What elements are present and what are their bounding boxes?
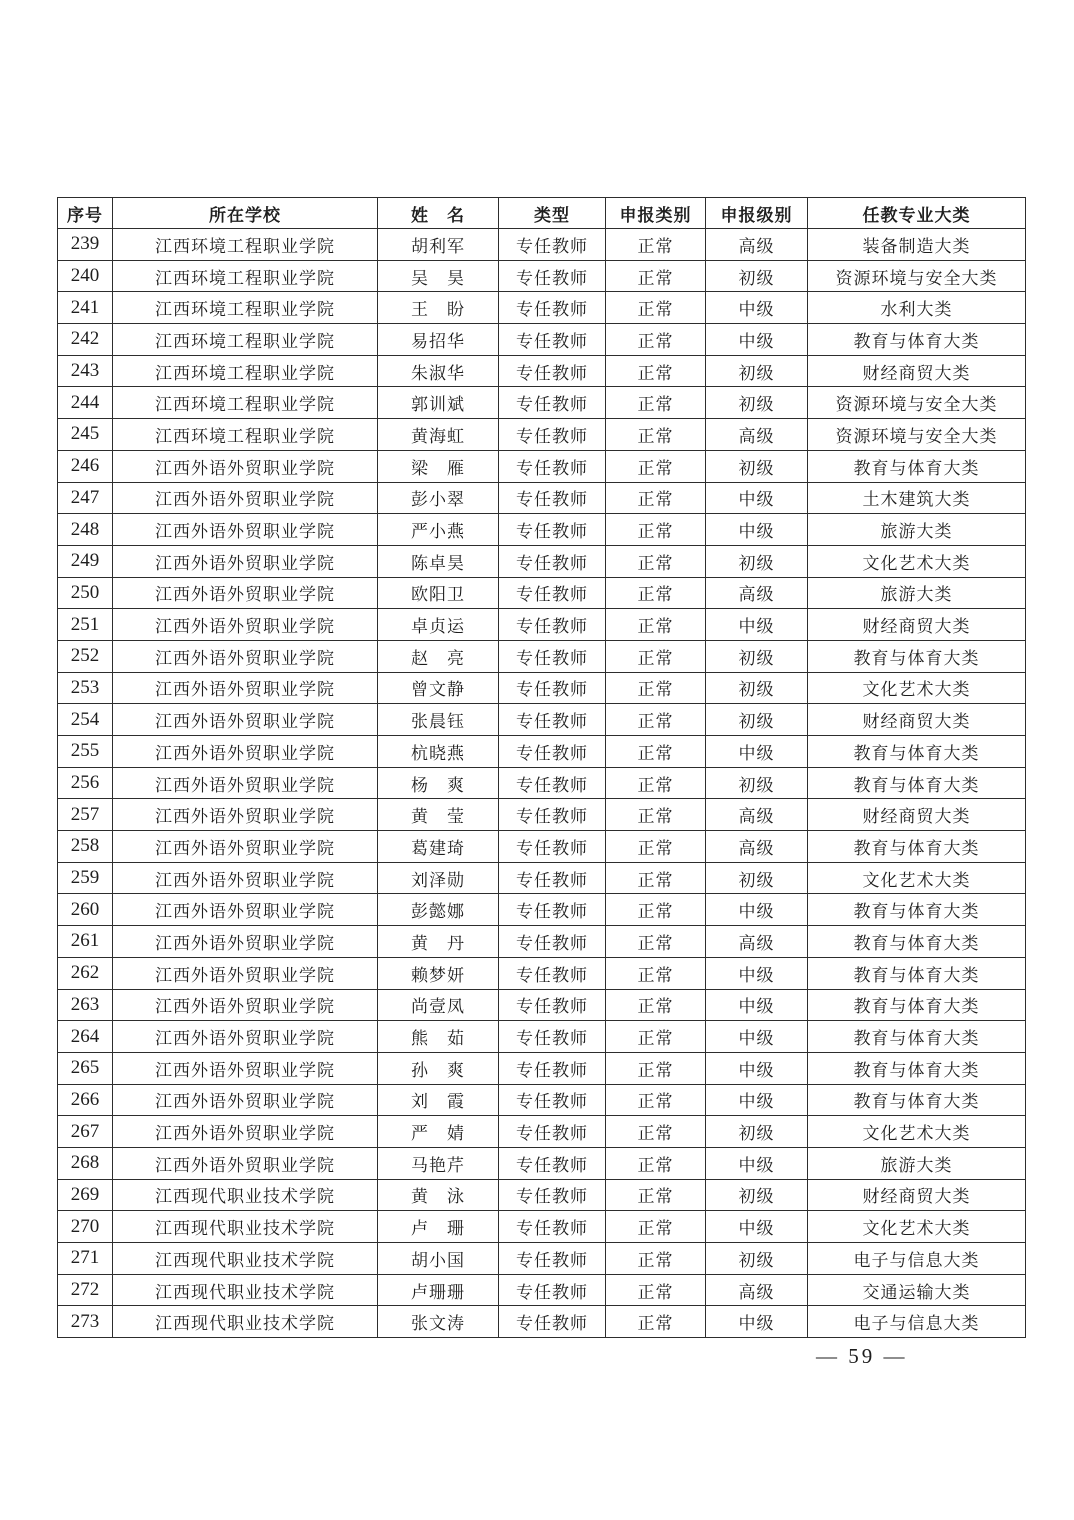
cell-name: 卢 珊	[378, 1211, 499, 1243]
cell-declare_level: 中级	[706, 1021, 808, 1053]
cell-type: 专任教师	[499, 1116, 606, 1148]
cell-index: 266	[58, 1084, 113, 1116]
cell-type: 专任教师	[499, 419, 606, 451]
cell-declare_level: 初级	[706, 355, 808, 387]
cell-index: 252	[58, 640, 113, 672]
cell-type: 专任教师	[499, 387, 606, 419]
cell-school: 江西现代职业技术学院	[113, 1179, 378, 1211]
cell-major_category: 水利大类	[808, 292, 1026, 324]
cell-school: 江西外语外贸职业学院	[113, 799, 378, 831]
cell-index: 241	[58, 292, 113, 324]
cell-name: 黄 丹	[378, 926, 499, 958]
table-row	[58, 355, 1026, 387]
cell-school: 江西外语外贸职业学院	[113, 1021, 378, 1053]
cell-type: 专任教师	[499, 799, 606, 831]
cell-school: 江西环境工程职业学院	[113, 355, 378, 387]
cell-declare_category: 正常	[606, 545, 706, 577]
cell-index: 260	[58, 894, 113, 926]
cell-declare_level: 中级	[706, 957, 808, 989]
cell-index: 270	[58, 1211, 113, 1243]
table-row	[58, 672, 1026, 704]
table-row	[58, 292, 1026, 324]
cell-name: 黄 泳	[378, 1179, 499, 1211]
cell-declare_category: 正常	[606, 482, 706, 514]
cell-major_category: 土木建筑大类	[808, 482, 1026, 514]
table-row	[58, 1021, 1026, 1053]
table-row	[58, 514, 1026, 546]
cell-index: 265	[58, 1052, 113, 1084]
table-row	[58, 894, 1026, 926]
table-row	[58, 736, 1026, 768]
table-row	[58, 577, 1026, 609]
cell-name: 吴 昊	[378, 260, 499, 292]
cell-declare_level: 中级	[706, 1306, 808, 1338]
table-row	[58, 229, 1026, 261]
cell-declare_level: 初级	[706, 704, 808, 736]
cell-index: 258	[58, 831, 113, 863]
cell-school: 江西现代职业技术学院	[113, 1211, 378, 1243]
cell-school: 江西现代职业技术学院	[113, 1243, 378, 1275]
cell-index: 269	[58, 1179, 113, 1211]
cell-declare_level: 初级	[706, 450, 808, 482]
cell-declare_category: 正常	[606, 1052, 706, 1084]
cell-declare_category: 正常	[606, 862, 706, 894]
cell-declare_level: 中级	[706, 1211, 808, 1243]
cell-type: 专任教师	[499, 450, 606, 482]
cell-school: 江西环境工程职业学院	[113, 229, 378, 261]
cell-name: 严小燕	[378, 514, 499, 546]
cell-declare_category: 正常	[606, 1116, 706, 1148]
table-row	[58, 1211, 1026, 1243]
cell-school: 江西外语外贸职业学院	[113, 577, 378, 609]
cell-type: 专任教师	[499, 229, 606, 261]
cell-school: 江西外语外贸职业学院	[113, 672, 378, 704]
cell-index: 246	[58, 450, 113, 482]
cell-school: 江西外语外贸职业学院	[113, 894, 378, 926]
cell-index: 242	[58, 324, 113, 356]
table-row	[58, 1116, 1026, 1148]
cell-major_category: 教育与体育大类	[808, 926, 1026, 958]
header-declare-category: 申报类别	[606, 198, 706, 229]
cell-name: 郭训斌	[378, 387, 499, 419]
cell-declare_level: 中级	[706, 1147, 808, 1179]
cell-declare_category: 正常	[606, 704, 706, 736]
cell-type: 专任教师	[499, 1274, 606, 1306]
cell-declare_level: 中级	[706, 1084, 808, 1116]
table-row	[58, 545, 1026, 577]
header-major-category: 任教专业大类	[808, 198, 1026, 229]
cell-major_category: 教育与体育大类	[808, 957, 1026, 989]
cell-type: 专任教师	[499, 767, 606, 799]
cell-school: 江西环境工程职业学院	[113, 387, 378, 419]
cell-major_category: 资源环境与安全大类	[808, 387, 1026, 419]
cell-major_category: 装备制造大类	[808, 229, 1026, 261]
cell-index: 261	[58, 926, 113, 958]
cell-major_category: 教育与体育大类	[808, 736, 1026, 768]
cell-name: 梁 雁	[378, 450, 499, 482]
cell-major_category: 电子与信息大类	[808, 1243, 1026, 1275]
cell-type: 专任教师	[499, 831, 606, 863]
cell-school: 江西外语外贸职业学院	[113, 640, 378, 672]
cell-declare_level: 高级	[706, 799, 808, 831]
cell-declare_category: 正常	[606, 767, 706, 799]
cell-name: 赖梦妍	[378, 957, 499, 989]
header-index: 序号	[58, 198, 113, 229]
table-row	[58, 957, 1026, 989]
table-row	[58, 260, 1026, 292]
cell-declare_level: 中级	[706, 989, 808, 1021]
cell-name: 严 婧	[378, 1116, 499, 1148]
cell-declare_category: 正常	[606, 1084, 706, 1116]
cell-major_category: 文化艺术大类	[808, 862, 1026, 894]
cell-major_category: 教育与体育大类	[808, 767, 1026, 799]
cell-index: 245	[58, 419, 113, 451]
cell-index: 250	[58, 577, 113, 609]
cell-name: 欧阳卫	[378, 577, 499, 609]
cell-school: 江西外语外贸职业学院	[113, 609, 378, 641]
cell-school: 江西现代职业技术学院	[113, 1306, 378, 1338]
cell-name: 杭晓燕	[378, 736, 499, 768]
cell-index: 259	[58, 862, 113, 894]
table-row	[58, 482, 1026, 514]
cell-type: 专任教师	[499, 1052, 606, 1084]
cell-name: 张晨钰	[378, 704, 499, 736]
cell-index: 254	[58, 704, 113, 736]
table-row	[58, 450, 1026, 482]
cell-index: 248	[58, 514, 113, 546]
table-row	[58, 1052, 1026, 1084]
cell-declare_level: 中级	[706, 514, 808, 546]
cell-school: 江西环境工程职业学院	[113, 419, 378, 451]
cell-school: 江西外语外贸职业学院	[113, 1116, 378, 1148]
cell-index: 249	[58, 545, 113, 577]
cell-type: 专任教师	[499, 355, 606, 387]
cell-declare_category: 正常	[606, 926, 706, 958]
cell-declare_category: 正常	[606, 736, 706, 768]
cell-declare_category: 正常	[606, 609, 706, 641]
cell-major_category: 教育与体育大类	[808, 1084, 1026, 1116]
cell-name: 彭小翠	[378, 482, 499, 514]
cell-declare_category: 正常	[606, 419, 706, 451]
cell-school: 江西外语外贸职业学院	[113, 545, 378, 577]
cell-school: 江西外语外贸职业学院	[113, 767, 378, 799]
cell-declare_category: 正常	[606, 989, 706, 1021]
cell-name: 易招华	[378, 324, 499, 356]
table-row	[58, 799, 1026, 831]
cell-declare_category: 正常	[606, 1243, 706, 1275]
cell-declare_level: 高级	[706, 1274, 808, 1306]
cell-index: 239	[58, 229, 113, 261]
cell-declare_level: 中级	[706, 609, 808, 641]
cell-declare_level: 中级	[706, 324, 808, 356]
cell-name: 葛建琦	[378, 831, 499, 863]
cell-index: 264	[58, 1021, 113, 1053]
cell-declare_level: 中级	[706, 736, 808, 768]
cell-major_category: 教育与体育大类	[808, 1021, 1026, 1053]
cell-major_category: 教育与体育大类	[808, 1052, 1026, 1084]
cell-major_category: 财经商贸大类	[808, 609, 1026, 641]
cell-type: 专任教师	[499, 482, 606, 514]
cell-name: 朱淑华	[378, 355, 499, 387]
table-row	[58, 704, 1026, 736]
cell-name: 熊 茹	[378, 1021, 499, 1053]
cell-type: 专任教师	[499, 609, 606, 641]
cell-name: 杨 爽	[378, 767, 499, 799]
cell-major_category: 财经商贸大类	[808, 704, 1026, 736]
cell-declare_level: 初级	[706, 862, 808, 894]
table-row	[58, 1243, 1026, 1275]
cell-major_category: 财经商贸大类	[808, 1179, 1026, 1211]
cell-major_category: 文化艺术大类	[808, 672, 1026, 704]
cell-declare_category: 正常	[606, 894, 706, 926]
cell-index: 257	[58, 799, 113, 831]
cell-declare_level: 中级	[706, 482, 808, 514]
cell-index: 268	[58, 1147, 113, 1179]
cell-declare_level: 中级	[706, 292, 808, 324]
page-number: — 59 —	[816, 1344, 908, 1368]
cell-school: 江西外语外贸职业学院	[113, 1084, 378, 1116]
cell-index: 262	[58, 957, 113, 989]
cell-major_category: 财经商贸大类	[808, 355, 1026, 387]
cell-type: 专任教师	[499, 704, 606, 736]
cell-major_category: 财经商贸大类	[808, 799, 1026, 831]
cell-declare_category: 正常	[606, 1211, 706, 1243]
cell-school: 江西外语外贸职业学院	[113, 450, 378, 482]
cell-name: 孙 爽	[378, 1052, 499, 1084]
cell-major_category: 文化艺术大类	[808, 545, 1026, 577]
cell-declare_level: 中级	[706, 894, 808, 926]
cell-type: 专任教师	[499, 957, 606, 989]
cell-declare_level: 初级	[706, 640, 808, 672]
cell-declare_level: 初级	[706, 260, 808, 292]
table-row	[58, 324, 1026, 356]
cell-school: 江西外语外贸职业学院	[113, 1147, 378, 1179]
cell-school: 江西外语外贸职业学院	[113, 736, 378, 768]
cell-index: 253	[58, 672, 113, 704]
cell-major_category: 教育与体育大类	[808, 831, 1026, 863]
cell-major_category: 教育与体育大类	[808, 450, 1026, 482]
cell-index: 272	[58, 1274, 113, 1306]
cell-type: 专任教师	[499, 672, 606, 704]
cell-declare_category: 正常	[606, 1274, 706, 1306]
cell-declare_category: 正常	[606, 324, 706, 356]
cell-type: 专任教师	[499, 260, 606, 292]
cell-name: 黄 莹	[378, 799, 499, 831]
header-type: 类型	[499, 198, 606, 229]
cell-name: 曾文静	[378, 672, 499, 704]
cell-school: 江西外语外贸职业学院	[113, 989, 378, 1021]
cell-index: 251	[58, 609, 113, 641]
page-footer	[0, 1344, 1074, 1380]
cell-declare_category: 正常	[606, 229, 706, 261]
cell-major_category: 教育与体育大类	[808, 324, 1026, 356]
cell-major_category: 旅游大类	[808, 1147, 1026, 1179]
cell-declare_category: 正常	[606, 1147, 706, 1179]
table-row	[58, 640, 1026, 672]
cell-type: 专任教师	[499, 514, 606, 546]
table-row	[58, 387, 1026, 419]
cell-type: 专任教师	[499, 1306, 606, 1338]
cell-name: 赵 亮	[378, 640, 499, 672]
cell-declare_category: 正常	[606, 387, 706, 419]
cell-school: 江西现代职业技术学院	[113, 1274, 378, 1306]
cell-type: 专任教师	[499, 862, 606, 894]
cell-declare_category: 正常	[606, 672, 706, 704]
cell-type: 专任教师	[499, 894, 606, 926]
cell-school: 江西外语外贸职业学院	[113, 1052, 378, 1084]
cell-major_category: 教育与体育大类	[808, 989, 1026, 1021]
cell-name: 黄海虹	[378, 419, 499, 451]
cell-name: 张文涛	[378, 1306, 499, 1338]
teacher-roster-table	[57, 197, 1026, 1338]
cell-declare_level: 中级	[706, 1052, 808, 1084]
cell-declare_level: 初级	[706, 1179, 808, 1211]
table-row	[58, 862, 1026, 894]
table-row	[58, 926, 1026, 958]
cell-declare_category: 正常	[606, 1179, 706, 1211]
cell-school: 江西环境工程职业学院	[113, 324, 378, 356]
cell-index: 240	[58, 260, 113, 292]
cell-school: 江西外语外贸职业学院	[113, 482, 378, 514]
cell-major_category: 教育与体育大类	[808, 894, 1026, 926]
cell-declare_level: 高级	[706, 831, 808, 863]
header-declare-level: 申报级别	[706, 198, 808, 229]
table-row	[58, 1147, 1026, 1179]
cell-name: 彭懿娜	[378, 894, 499, 926]
cell-declare_category: 正常	[606, 260, 706, 292]
table-row	[58, 767, 1026, 799]
cell-type: 专任教师	[499, 736, 606, 768]
cell-declare_level: 高级	[706, 577, 808, 609]
cell-name: 卢珊珊	[378, 1274, 499, 1306]
cell-name: 马艳芹	[378, 1147, 499, 1179]
cell-type: 专任教师	[499, 1147, 606, 1179]
cell-declare_level: 高级	[706, 926, 808, 958]
header-school: 所在学校	[113, 198, 378, 229]
cell-major_category: 资源环境与安全大类	[808, 419, 1026, 451]
cell-type: 专任教师	[499, 1084, 606, 1116]
cell-index: 271	[58, 1243, 113, 1275]
cell-declare_category: 正常	[606, 799, 706, 831]
cell-name: 陈卓昊	[378, 545, 499, 577]
cell-name: 刘 霞	[378, 1084, 499, 1116]
cell-type: 专任教师	[499, 292, 606, 324]
cell-declare_level: 初级	[706, 767, 808, 799]
cell-major_category: 文化艺术大类	[808, 1116, 1026, 1148]
cell-major_category: 交通运输大类	[808, 1274, 1026, 1306]
cell-declare_category: 正常	[606, 957, 706, 989]
cell-index: 244	[58, 387, 113, 419]
cell-type: 专任教师	[499, 1211, 606, 1243]
cell-index: 255	[58, 736, 113, 768]
table-header-row	[58, 198, 1026, 229]
table-row	[58, 989, 1026, 1021]
cell-type: 专任教师	[499, 324, 606, 356]
cell-type: 专任教师	[499, 545, 606, 577]
cell-school: 江西外语外贸职业学院	[113, 862, 378, 894]
cell-declare_category: 正常	[606, 640, 706, 672]
table-row	[58, 831, 1026, 863]
cell-school: 江西外语外贸职业学院	[113, 926, 378, 958]
cell-index: 256	[58, 767, 113, 799]
cell-index: 263	[58, 989, 113, 1021]
cell-declare_category: 正常	[606, 1021, 706, 1053]
cell-declare_level: 初级	[706, 672, 808, 704]
cell-declare_level: 高级	[706, 419, 808, 451]
cell-declare_category: 正常	[606, 450, 706, 482]
table-row	[58, 1274, 1026, 1306]
cell-declare_category: 正常	[606, 514, 706, 546]
cell-declare_level: 初级	[706, 387, 808, 419]
cell-declare_category: 正常	[606, 577, 706, 609]
cell-major_category: 旅游大类	[808, 514, 1026, 546]
cell-name: 尚壹凤	[378, 989, 499, 1021]
cell-type: 专任教师	[499, 989, 606, 1021]
table-row	[58, 419, 1026, 451]
cell-major_category: 电子与信息大类	[808, 1306, 1026, 1338]
cell-declare_level: 初级	[706, 1243, 808, 1275]
cell-index: 273	[58, 1306, 113, 1338]
cell-school: 江西外语外贸职业学院	[113, 514, 378, 546]
header-name: 姓 名	[378, 198, 499, 229]
cell-major_category: 教育与体育大类	[808, 640, 1026, 672]
cell-declare_level: 初级	[706, 1116, 808, 1148]
cell-school: 江西外语外贸职业学院	[113, 831, 378, 863]
cell-index: 243	[58, 355, 113, 387]
cell-name: 胡小国	[378, 1243, 499, 1275]
cell-school: 江西环境工程职业学院	[113, 260, 378, 292]
table-row	[58, 1306, 1026, 1338]
cell-type: 专任教师	[499, 1243, 606, 1275]
cell-declare_category: 正常	[606, 831, 706, 863]
cell-school: 江西环境工程职业学院	[113, 292, 378, 324]
cell-type: 专任教师	[499, 1179, 606, 1211]
cell-name: 刘泽勋	[378, 862, 499, 894]
cell-index: 247	[58, 482, 113, 514]
cell-school: 江西外语外贸职业学院	[113, 704, 378, 736]
cell-type: 专任教师	[499, 1021, 606, 1053]
cell-school: 江西外语外贸职业学院	[113, 957, 378, 989]
cell-declare_category: 正常	[606, 292, 706, 324]
cell-major_category: 旅游大类	[808, 577, 1026, 609]
cell-declare_level: 初级	[706, 545, 808, 577]
cell-index: 267	[58, 1116, 113, 1148]
cell-declare_category: 正常	[606, 1306, 706, 1338]
table-row	[58, 1179, 1026, 1211]
cell-declare_category: 正常	[606, 355, 706, 387]
cell-major_category: 文化艺术大类	[808, 1211, 1026, 1243]
table-row	[58, 1084, 1026, 1116]
cell-type: 专任教师	[499, 640, 606, 672]
cell-type: 专任教师	[499, 926, 606, 958]
cell-name: 胡利军	[378, 229, 499, 261]
cell-name: 卓贞运	[378, 609, 499, 641]
cell-type: 专任教师	[499, 577, 606, 609]
cell-major_category: 资源环境与安全大类	[808, 260, 1026, 292]
table-row	[58, 609, 1026, 641]
cell-name: 王 盼	[378, 292, 499, 324]
cell-declare_level: 高级	[706, 229, 808, 261]
